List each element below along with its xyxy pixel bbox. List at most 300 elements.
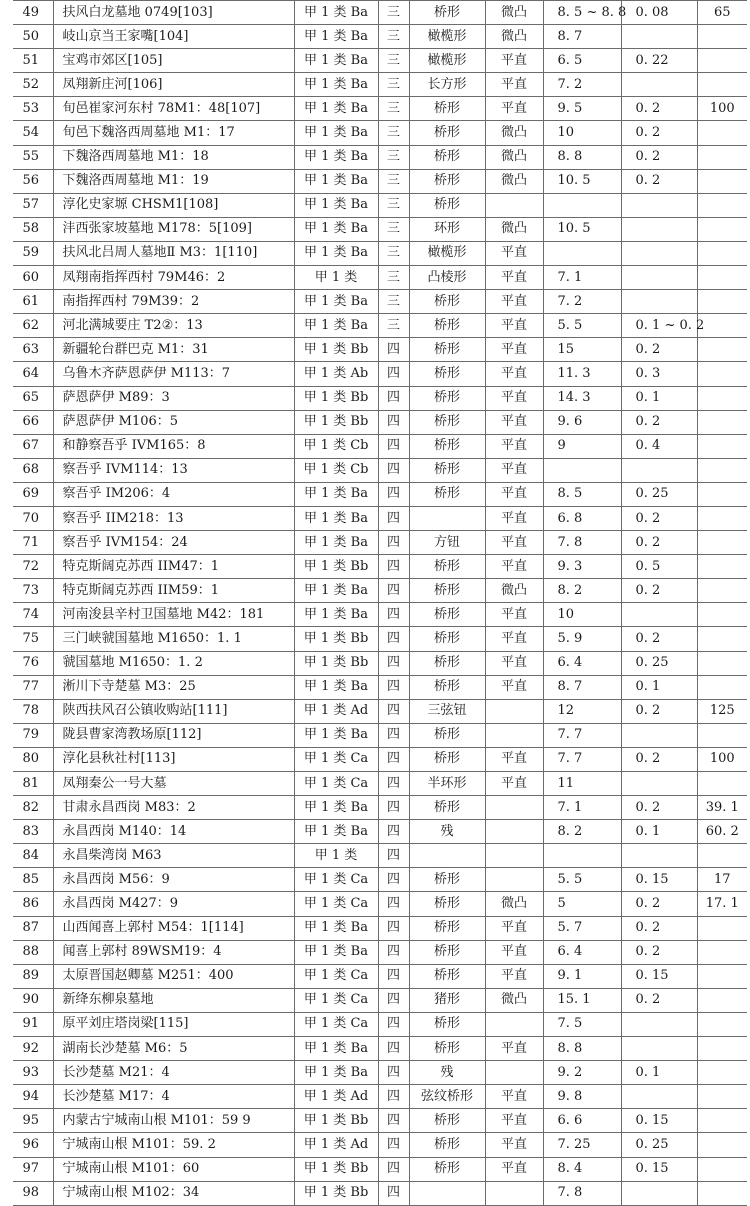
shape-cell <box>409 506 485 530</box>
thickness-cell: 0. 1 <box>621 675 697 699</box>
site-cell: 闻喜上郭村 89WSM19：4 <box>53 940 294 964</box>
weight-cell <box>697 49 747 73</box>
site-cell: 察吾乎 IM206：4 <box>53 482 294 506</box>
period-cell: 四 <box>378 579 409 603</box>
site-cell: 和静察吾乎 IVM165：8 <box>53 434 294 458</box>
weight-cell: 100 <box>697 97 747 121</box>
row-number: 58 <box>13 217 53 241</box>
period-cell: 四 <box>378 555 409 579</box>
thickness-cell <box>621 458 697 482</box>
shape-cell: 桥形 <box>409 338 485 362</box>
table-row <box>13 145 747 169</box>
type-cell: 甲 1 类 Bb <box>294 555 378 579</box>
period-cell: 三 <box>378 1 409 25</box>
diameter-cell: 6. 5 <box>543 49 621 73</box>
diameter-cell: 9. 1 <box>543 964 621 988</box>
diameter-cell: 5. 5 <box>543 314 621 338</box>
shape-cell: 桥形 <box>409 434 485 458</box>
row-number: 51 <box>13 49 53 73</box>
row-number: 57 <box>13 193 53 217</box>
thickness-cell: 0. 1 ~ 0. 2 <box>621 314 697 338</box>
row-number: 68 <box>13 458 53 482</box>
thickness-cell <box>621 217 697 241</box>
table-row <box>13 338 747 362</box>
profile-cell: 平直 <box>485 434 543 458</box>
diameter-cell: 7. 5 <box>543 1012 621 1036</box>
period-cell: 三 <box>378 25 409 49</box>
weight-cell <box>697 555 747 579</box>
period-cell: 三 <box>378 145 409 169</box>
weight-cell <box>697 1012 747 1036</box>
weight-cell <box>697 1133 747 1157</box>
row-number: 86 <box>13 892 53 916</box>
profile-cell: 平直 <box>485 290 543 314</box>
shape-cell: 桥形 <box>409 868 485 892</box>
period-cell: 三 <box>378 73 409 97</box>
weight-cell <box>697 338 747 362</box>
table-row <box>13 627 747 651</box>
profile-cell: 平直 <box>485 266 543 290</box>
period-cell: 三 <box>378 193 409 217</box>
diameter-cell <box>543 193 621 217</box>
period-cell: 四 <box>378 723 409 747</box>
type-cell: 甲 1 类 Ca <box>294 988 378 1012</box>
site-cell: 陕西扶风召公镇收购站[111] <box>53 699 294 723</box>
profile-cell: 平直 <box>485 314 543 338</box>
thickness-cell: 0. 22 <box>621 49 697 73</box>
row-number: 80 <box>13 747 53 771</box>
diameter-cell: 7. 7 <box>543 723 621 747</box>
diameter-cell <box>543 241 621 265</box>
diameter-cell: 10. 5 <box>543 169 621 193</box>
site-cell: 察吾乎 IIM218：13 <box>53 506 294 530</box>
table-row <box>13 97 747 121</box>
type-cell: 甲 1 类 Bb <box>294 386 378 410</box>
site-cell: 旬邑崔家河东村 78M1：48[107] <box>53 97 294 121</box>
table-row <box>13 241 747 265</box>
period-cell: 四 <box>378 362 409 386</box>
shape-cell: 桥形 <box>409 1157 485 1181</box>
profile-cell: 平直 <box>485 531 543 555</box>
table-row <box>13 844 747 868</box>
row-number: 60 <box>13 266 53 290</box>
table-row <box>13 772 747 796</box>
row-number: 78 <box>13 699 53 723</box>
thickness-cell <box>621 1037 697 1061</box>
thickness-cell <box>621 1012 697 1036</box>
shape-cell: 桥形 <box>409 193 485 217</box>
profile-cell: 微凸 <box>485 988 543 1012</box>
row-number: 88 <box>13 940 53 964</box>
shape-cell: 方钮 <box>409 531 485 555</box>
table-row <box>13 988 747 1012</box>
period-cell: 四 <box>378 482 409 506</box>
diameter-cell: 8. 7 <box>543 675 621 699</box>
type-cell: 甲 1 类 Ba <box>294 603 378 627</box>
period-cell: 四 <box>378 1085 409 1109</box>
diameter-cell: 8. 2 <box>543 579 621 603</box>
profile-cell: 平直 <box>485 362 543 386</box>
table-row <box>13 820 747 844</box>
shape-cell: 桥形 <box>409 1012 485 1036</box>
site-cell: 下魏洛西周墓地 M1：18 <box>53 145 294 169</box>
profile-cell: 平直 <box>485 386 543 410</box>
site-cell: 凤翔南指挥西村 79M46：2 <box>53 266 294 290</box>
type-cell: 甲 1 类 Ba <box>294 796 378 820</box>
shape-cell: 桥形 <box>409 362 485 386</box>
table-row <box>13 1085 747 1109</box>
shape-cell: 猪形 <box>409 988 485 1012</box>
site-cell: 新疆轮台群巴克 M1：31 <box>53 338 294 362</box>
period-cell: 四 <box>378 651 409 675</box>
diameter-cell: 9 <box>543 434 621 458</box>
weight-cell <box>697 217 747 241</box>
table-row <box>13 723 747 747</box>
weight-cell <box>697 1037 747 1061</box>
type-cell: 甲 1 类 Ba <box>294 193 378 217</box>
period-cell: 三 <box>378 169 409 193</box>
weight-cell <box>697 314 747 338</box>
profile-cell <box>485 1181 543 1205</box>
shape-cell: 桥形 <box>409 964 485 988</box>
table-row <box>13 531 747 555</box>
thickness-cell: 0. 2 <box>621 940 697 964</box>
diameter-cell: 8. 7 <box>543 25 621 49</box>
thickness-cell: 0. 15 <box>621 868 697 892</box>
row-number: 75 <box>13 627 53 651</box>
diameter-cell: 9. 6 <box>543 410 621 434</box>
type-cell: 甲 1 类 Ba <box>294 675 378 699</box>
shape-cell: 桥形 <box>409 555 485 579</box>
weight-cell <box>697 1109 747 1133</box>
thickness-cell <box>621 290 697 314</box>
type-cell: 甲 1 类 Ca <box>294 964 378 988</box>
diameter-cell: 12 <box>543 699 621 723</box>
table-row <box>13 796 747 820</box>
shape-cell: 桥形 <box>409 458 485 482</box>
row-number: 55 <box>13 145 53 169</box>
row-number: 73 <box>13 579 53 603</box>
weight-cell <box>697 458 747 482</box>
table-row <box>13 1133 747 1157</box>
diameter-cell: 9. 3 <box>543 555 621 579</box>
shape-cell: 桥形 <box>409 1109 485 1133</box>
profile-cell: 平直 <box>485 964 543 988</box>
row-number: 83 <box>13 820 53 844</box>
row-number: 52 <box>13 73 53 97</box>
type-cell: 甲 1 类 Ba <box>294 290 378 314</box>
row-number: 61 <box>13 290 53 314</box>
row-number: 74 <box>13 603 53 627</box>
weight-cell <box>697 579 747 603</box>
site-cell: 甘肃永昌西岗 M83：2 <box>53 796 294 820</box>
site-cell: 乌鲁木齐萨恩萨伊 M113：7 <box>53 362 294 386</box>
shape-cell: 残 <box>409 1061 485 1085</box>
diameter-cell: 8. 2 <box>543 820 621 844</box>
diameter-cell: 8. 4 <box>543 1157 621 1181</box>
site-cell: 察吾乎 IVM154：24 <box>53 531 294 555</box>
row-number: 56 <box>13 169 53 193</box>
row-number: 97 <box>13 1157 53 1181</box>
thickness-cell: 0. 08 <box>621 1 697 25</box>
period-cell: 四 <box>378 338 409 362</box>
diameter-cell: 7. 8 <box>543 531 621 555</box>
site-cell: 凤翔新庄河[106] <box>53 73 294 97</box>
thickness-cell: 0. 15 <box>621 964 697 988</box>
diameter-cell: 11 <box>543 772 621 796</box>
site-cell: 永昌西岗 M140：14 <box>53 820 294 844</box>
profile-cell: 平直 <box>485 97 543 121</box>
thickness-cell <box>621 772 697 796</box>
diameter-cell: 6. 4 <box>543 940 621 964</box>
shape-cell: 桥形 <box>409 290 485 314</box>
diameter-cell: 9. 5 <box>543 97 621 121</box>
profile-cell: 微凸 <box>485 217 543 241</box>
diameter-cell: 6. 4 <box>543 651 621 675</box>
thickness-cell: 0. 2 <box>621 410 697 434</box>
profile-cell: 微凸 <box>485 892 543 916</box>
shape-cell: 桥形 <box>409 1133 485 1157</box>
site-cell: 宁城南山根 M101：59. 2 <box>53 1133 294 1157</box>
table-row <box>13 603 747 627</box>
row-number: 63 <box>13 338 53 362</box>
diameter-cell: 7. 2 <box>543 73 621 97</box>
period-cell: 四 <box>378 506 409 530</box>
shape-cell: 桥形 <box>409 1 485 25</box>
row-number: 91 <box>13 1012 53 1036</box>
row-number: 87 <box>13 916 53 940</box>
weight-cell <box>697 386 747 410</box>
site-cell: 旬邑下魏洛西周墓地 M1：17 <box>53 121 294 145</box>
site-cell: 南指挥西村 79M39：2 <box>53 290 294 314</box>
row-number: 95 <box>13 1109 53 1133</box>
site-cell: 河南浚县辛村卫国墓地 M42：181 <box>53 603 294 627</box>
profile-cell: 平直 <box>485 675 543 699</box>
weight-cell <box>697 772 747 796</box>
period-cell: 四 <box>378 1012 409 1036</box>
thickness-cell: 0. 2 <box>621 338 697 362</box>
site-cell: 宝鸡市郊区[105] <box>53 49 294 73</box>
weight-cell <box>697 25 747 49</box>
thickness-cell <box>621 25 697 49</box>
site-cell: 淅川下寺楚墓 M3：25 <box>53 675 294 699</box>
thickness-cell: 0. 2 <box>621 145 697 169</box>
row-number: 96 <box>13 1133 53 1157</box>
shape-cell: 桥形 <box>409 1037 485 1061</box>
thickness-cell: 0. 2 <box>621 97 697 121</box>
shape-cell: 桥形 <box>409 747 485 771</box>
shape-cell: 桥形 <box>409 410 485 434</box>
diameter-cell: 7. 7 <box>543 747 621 771</box>
weight-cell: 39. 1 <box>697 796 747 820</box>
table-row <box>13 434 747 458</box>
shape-cell: 残 <box>409 820 485 844</box>
table-row <box>13 25 747 49</box>
profile-cell: 微凸 <box>485 579 543 603</box>
type-cell: 甲 1 类 Ba <box>294 940 378 964</box>
diameter-cell: 6. 6 <box>543 1109 621 1133</box>
thickness-cell: 0. 3 <box>621 362 697 386</box>
thickness-cell <box>621 266 697 290</box>
period-cell: 三 <box>378 49 409 73</box>
row-number: 64 <box>13 362 53 386</box>
type-cell: 甲 1 类 Ad <box>294 699 378 723</box>
weight-cell <box>697 988 747 1012</box>
thickness-cell: 0. 15 <box>621 1109 697 1133</box>
shape-cell: 桥形 <box>409 386 485 410</box>
thickness-cell: 0. 1 <box>621 1061 697 1085</box>
weight-cell <box>697 266 747 290</box>
thickness-cell: 0. 25 <box>621 482 697 506</box>
diameter-cell: 7. 2 <box>543 290 621 314</box>
diameter-cell: 15. 1 <box>543 988 621 1012</box>
profile-cell: 平直 <box>485 506 543 530</box>
row-number: 65 <box>13 386 53 410</box>
site-cell: 永昌柴湾岗 M63 <box>53 844 294 868</box>
shape-cell: 长方形 <box>409 73 485 97</box>
table-row <box>13 916 747 940</box>
type-cell: 甲 1 类 Ba <box>294 97 378 121</box>
table-row <box>13 579 747 603</box>
site-cell: 萨恩萨伊 M89：3 <box>53 386 294 410</box>
row-number: 77 <box>13 675 53 699</box>
profile-cell: 平直 <box>485 241 543 265</box>
profile-cell: 平直 <box>485 916 543 940</box>
type-cell: 甲 1 类 Ba <box>294 121 378 145</box>
table-row <box>13 651 747 675</box>
row-number: 90 <box>13 988 53 1012</box>
table-row <box>13 121 747 145</box>
type-cell: 甲 1 类 Bb <box>294 627 378 651</box>
thickness-cell: 0. 2 <box>621 121 697 145</box>
table-row <box>13 868 747 892</box>
type-cell: 甲 1 类 Ba <box>294 531 378 555</box>
shape-cell: 橄榄形 <box>409 25 485 49</box>
profile-cell: 平直 <box>485 410 543 434</box>
period-cell: 三 <box>378 121 409 145</box>
site-cell: 湖南长沙楚墓 M6：5 <box>53 1037 294 1061</box>
shape-cell: 桥形 <box>409 627 485 651</box>
type-cell: 甲 1 类 Ca <box>294 1012 378 1036</box>
table-row <box>13 555 747 579</box>
shape-cell: 桥形 <box>409 121 485 145</box>
type-cell: 甲 1 类 Ca <box>294 747 378 771</box>
weight-cell <box>697 844 747 868</box>
period-cell: 四 <box>378 531 409 555</box>
thickness-cell <box>621 73 697 97</box>
diameter-cell: 9. 8 <box>543 1085 621 1109</box>
diameter-cell: 5. 5 <box>543 868 621 892</box>
period-cell: 四 <box>378 747 409 771</box>
type-cell: 甲 1 类 Ab <box>294 362 378 386</box>
thickness-cell: 0. 1 <box>621 386 697 410</box>
site-cell: 宁城南山根 M101：60 <box>53 1157 294 1181</box>
profile-cell <box>485 699 543 723</box>
weight-cell <box>697 410 747 434</box>
shape-cell: 桥形 <box>409 651 485 675</box>
row-number: 59 <box>13 241 53 265</box>
type-cell: 甲 1 类 Ca <box>294 772 378 796</box>
table-row <box>13 1157 747 1181</box>
shape-cell: 桥形 <box>409 723 485 747</box>
row-number: 94 <box>13 1085 53 1109</box>
diameter-cell: 7. 1 <box>543 266 621 290</box>
shape-cell: 橄榄形 <box>409 241 485 265</box>
table-row <box>13 940 747 964</box>
weight-cell <box>697 73 747 97</box>
diameter-cell <box>543 458 621 482</box>
thickness-cell <box>621 241 697 265</box>
weight-cell <box>697 964 747 988</box>
type-cell: 甲 1 类 Ba <box>294 73 378 97</box>
type-cell: 甲 1 类 <box>294 266 378 290</box>
period-cell: 四 <box>378 1037 409 1061</box>
period-cell: 四 <box>378 603 409 627</box>
profile-cell: 平直 <box>485 73 543 97</box>
thickness-cell <box>621 1181 697 1205</box>
shape-cell: 环形 <box>409 217 485 241</box>
weight-cell: 100 <box>697 747 747 771</box>
diameter-cell: 8. 8 <box>543 145 621 169</box>
table-row <box>13 964 747 988</box>
type-cell: 甲 1 类 Ba <box>294 1037 378 1061</box>
period-cell: 四 <box>378 1181 409 1205</box>
shape-cell: 桥形 <box>409 314 485 338</box>
weight-cell: 17. 1 <box>697 892 747 916</box>
period-cell: 四 <box>378 796 409 820</box>
profile-cell: 平直 <box>485 603 543 627</box>
site-cell: 宁城南山根 M102：34 <box>53 1181 294 1205</box>
thickness-cell: 0. 2 <box>621 892 697 916</box>
site-cell: 新绛东柳泉墓地 <box>53 988 294 1012</box>
shape-cell: 桥形 <box>409 603 485 627</box>
period-cell: 四 <box>378 820 409 844</box>
weight-cell <box>697 506 747 530</box>
site-cell: 沣西张家坡墓地 M178：5[109] <box>53 217 294 241</box>
weight-cell <box>697 651 747 675</box>
weight-cell <box>697 193 747 217</box>
shape-cell: 桥形 <box>409 145 485 169</box>
weight-cell <box>697 940 747 964</box>
weight-cell <box>697 434 747 458</box>
thickness-cell: 0. 2 <box>621 627 697 651</box>
shape-cell: 橄榄形 <box>409 49 485 73</box>
shape-cell: 桥形 <box>409 796 485 820</box>
diameter-cell: 8. 5 ~ 8. 8 <box>543 1 621 25</box>
table-row <box>13 1181 747 1205</box>
profile-cell <box>485 193 543 217</box>
diameter-cell: 7. 1 <box>543 796 621 820</box>
weight-cell <box>697 169 747 193</box>
table-body <box>13 1 747 1206</box>
shape-cell: 桥形 <box>409 482 485 506</box>
table-row <box>13 266 747 290</box>
diameter-cell <box>543 844 621 868</box>
shape-cell <box>409 844 485 868</box>
period-cell: 四 <box>378 434 409 458</box>
site-cell: 三门峡虢国墓地 M1650：1. 1 <box>53 627 294 651</box>
profile-cell: 微凸 <box>485 25 543 49</box>
profile-cell: 平直 <box>485 49 543 73</box>
table-row <box>13 410 747 434</box>
diameter-cell: 5 <box>543 892 621 916</box>
period-cell: 四 <box>378 844 409 868</box>
period-cell: 四 <box>378 916 409 940</box>
site-cell: 永昌西岗 M56：9 <box>53 868 294 892</box>
period-cell: 三 <box>378 217 409 241</box>
site-cell: 凤翔秦公一号大墓 <box>53 772 294 796</box>
row-number: 79 <box>13 723 53 747</box>
